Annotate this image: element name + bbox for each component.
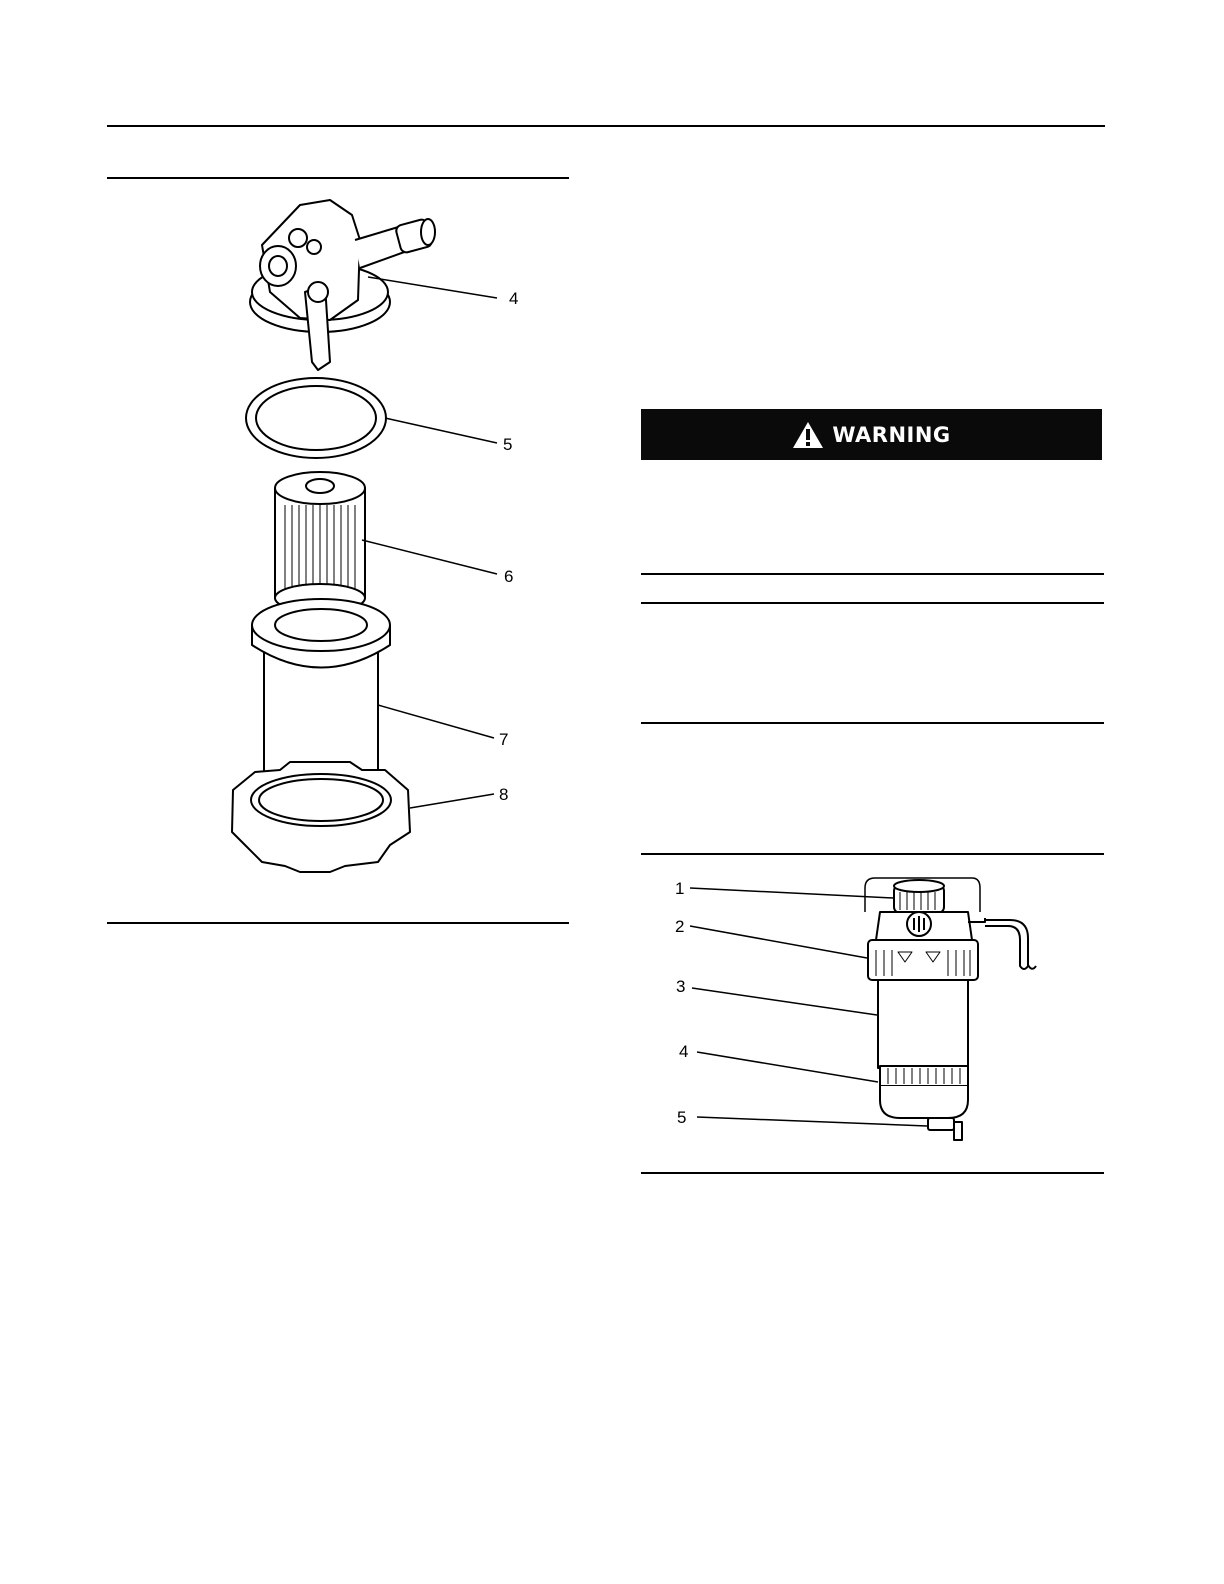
- header-rule: [107, 125, 1105, 127]
- warning-label: WARNING: [832, 422, 951, 447]
- left-figure-top-rule: [107, 177, 569, 179]
- callout-5: 5: [503, 435, 513, 454]
- right-figure-bottom-rule: [641, 1172, 1104, 1174]
- right-rule-2: [641, 602, 1104, 604]
- callout-5-right: 5: [677, 1108, 687, 1127]
- left-figure-bottom-rule: [107, 922, 569, 924]
- right-rule-1: [641, 573, 1104, 575]
- warning-banner: [641, 409, 1102, 460]
- callout-7: 7: [499, 730, 509, 749]
- assembled-filter-illustration: [660, 866, 1060, 1156]
- exploded-filter-illustration: [200, 190, 560, 890]
- callout-8: 8: [499, 785, 509, 804]
- right-figure-top-rule: [641, 853, 1104, 855]
- callout-1: 1: [675, 879, 685, 898]
- callout-4-right: 4: [679, 1042, 689, 1061]
- warning-triangle-icon: [792, 421, 824, 449]
- callout-3: 3: [676, 977, 686, 996]
- o-ring-part: [246, 378, 386, 458]
- callout-6: 6: [504, 567, 514, 586]
- callout-2: 2: [675, 917, 685, 936]
- filter-element-part: [275, 472, 365, 612]
- right-rule-3: [641, 722, 1104, 724]
- callout-4: 4: [509, 289, 519, 308]
- retaining-ring-part: [232, 762, 410, 872]
- filter-head-part: [250, 200, 435, 370]
